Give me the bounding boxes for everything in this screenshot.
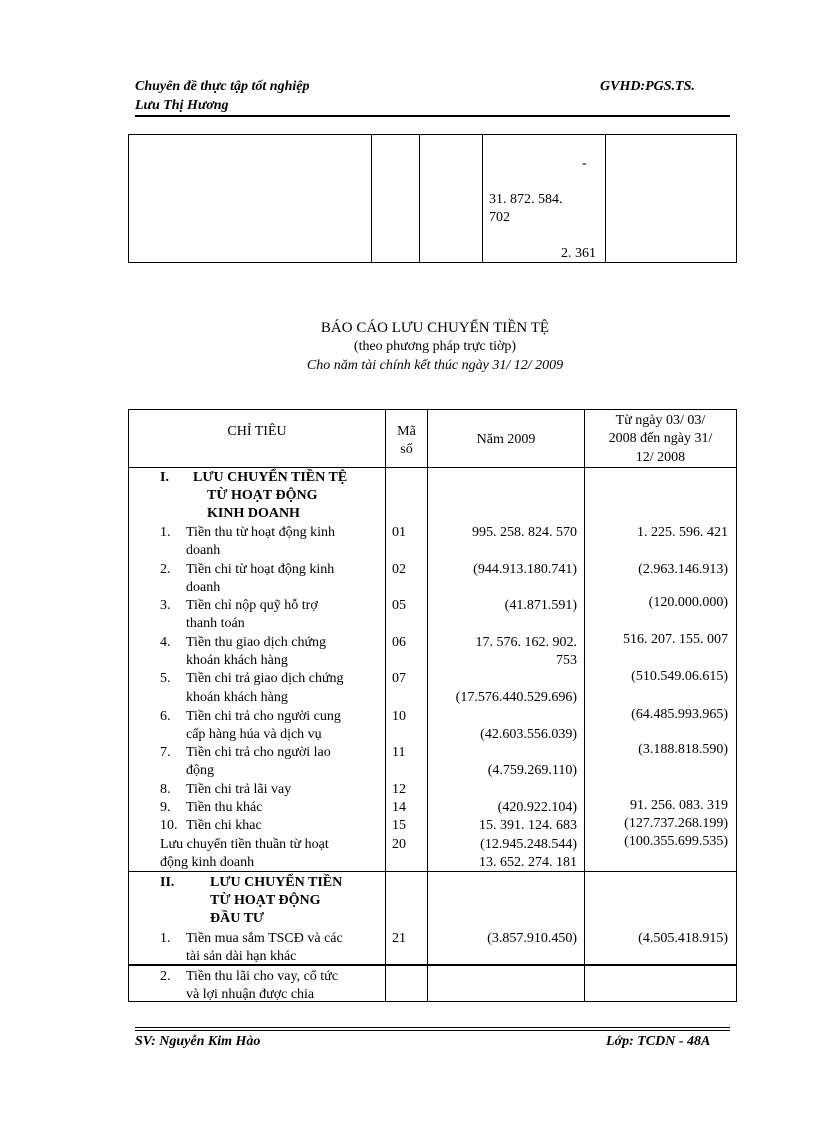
row-number: 5. bbox=[160, 671, 171, 686]
header-rule bbox=[135, 115, 730, 117]
top-value-1a: 31. 872. 584. bbox=[489, 192, 563, 207]
col-header-2008-3: 12/ 2008 bbox=[635, 450, 686, 465]
section-1-title-3: KINH DOANH bbox=[207, 506, 300, 521]
section-1-title-2: TỪ HOẠT ĐỘNG bbox=[207, 488, 318, 503]
row-value-2009-cont: 753 bbox=[556, 653, 577, 668]
row-code: 12 bbox=[392, 782, 406, 797]
row-code: 11 bbox=[392, 745, 406, 760]
row-value-2008: (510.549.06.615) bbox=[631, 669, 728, 684]
row-label: Tiền thu khác bbox=[186, 800, 263, 815]
row-value-2008: (127.737.268.199) bbox=[624, 816, 728, 831]
header-right: GVHD:PGS.TS. bbox=[600, 79, 695, 94]
row-label-cont: thanh toán bbox=[186, 616, 245, 631]
row-value-2009-cont: 13. 652. 274. 181 bbox=[479, 855, 577, 870]
row-label: Tiền thu lãi cho vay, cổ tức bbox=[186, 969, 338, 984]
row-value-2008: 516. 207. 155. 007 bbox=[623, 632, 728, 647]
row-label: Tiền chi trả cho người cung bbox=[186, 709, 341, 724]
row-label: Tiền mua sắm TSCĐ và các bbox=[186, 931, 343, 946]
row-code: 06 bbox=[392, 635, 406, 650]
header-left-line2: Lưu Thị Hương bbox=[135, 98, 229, 113]
col-header-2009: Năm 2009 bbox=[476, 432, 536, 447]
section-2-title-2: TỪ HOẠT ĐỘNG bbox=[210, 893, 321, 908]
row-number: 3. bbox=[160, 598, 171, 613]
section-2-number: II. bbox=[160, 875, 175, 890]
col-header-2008-2: 2008 đến ngày 31/ bbox=[608, 431, 713, 446]
report-period: Cho năm tài chính kết thúc ngày 31/ 12/ 2009 bbox=[306, 358, 564, 373]
row-label: Tiền thu từ hoạt động kinh bbox=[186, 525, 336, 540]
row-label-cont: khoán khách hàng bbox=[186, 690, 288, 705]
row-value-2008: (3.188.818.590) bbox=[638, 742, 728, 757]
row-label: Tiền chi trả giao dịch chứng bbox=[186, 671, 344, 686]
section-1-number: I. bbox=[160, 470, 169, 485]
row-label: Tiền chỉ nộp quỹ hỗ trợ bbox=[186, 598, 318, 613]
section-2-title-1: LƯU CHUYỂN TIỀN bbox=[210, 875, 343, 890]
col-header-item: CHỈ TIÊU bbox=[227, 424, 287, 439]
row-label: Tiền thu giao dịch chứng bbox=[186, 635, 327, 650]
row-label-cont: cấp hàng húa và dịch vụ bbox=[186, 727, 322, 742]
row-number: 4. bbox=[160, 635, 171, 650]
top-dash: - bbox=[582, 156, 587, 171]
row-value-2009: (3.857.910.450) bbox=[487, 931, 577, 946]
row-label-cont: doanh bbox=[186, 580, 221, 595]
row-code: 10 bbox=[392, 709, 406, 724]
row-label: Tiền chi khac bbox=[186, 818, 262, 833]
row-label: Lưu chuyển tiền thuần từ hoạt bbox=[160, 837, 329, 852]
row-code: 05 bbox=[392, 598, 406, 613]
row-label-cont: tài sản dài hạn khác bbox=[186, 949, 297, 964]
row-code: 07 bbox=[392, 671, 406, 686]
row-value-2009: 15. 391. 124. 683 bbox=[479, 818, 577, 833]
row-code: 20 bbox=[392, 837, 406, 852]
row-number: 1. bbox=[160, 525, 171, 540]
col-header-code-1: Mã bbox=[397, 424, 416, 439]
row-number: 2. bbox=[160, 562, 171, 577]
row-value-2008: (2.963.146.913) bbox=[638, 562, 728, 577]
report-subtitle: (theo phương pháp trực tiờp) bbox=[353, 339, 517, 354]
row-label-cont: và lợi nhuận được chia bbox=[186, 987, 315, 1002]
row-value-2009: (944.913.180.741) bbox=[473, 562, 577, 577]
top-value-2: 2. 361 bbox=[561, 246, 596, 261]
section-1-title-1: LƯU CHUYỂN TIỀN TỆ bbox=[193, 470, 348, 485]
row-value-2009: (4.759.269.110) bbox=[487, 763, 577, 778]
row-value-2009: 995. 258. 824. 570 bbox=[472, 525, 577, 540]
row-label-cont: động bbox=[186, 763, 214, 778]
footer-rule-2 bbox=[135, 1030, 730, 1031]
row-value-2008: (64.485.993.965) bbox=[631, 707, 728, 722]
row-label-cont: động kinh doanh bbox=[160, 855, 255, 870]
col-header-code-2: số bbox=[400, 442, 413, 457]
footer-left: SV: Nguyễn Kim Hào bbox=[135, 1034, 261, 1049]
row-value-2008: (120.000.000) bbox=[648, 595, 728, 610]
row-number: 9. bbox=[160, 800, 171, 815]
section-2-title-3: ĐẦU TƯ bbox=[210, 911, 265, 926]
row-number: 6. bbox=[160, 709, 171, 724]
row-number: 8. bbox=[160, 782, 171, 797]
footer-right: Lớp: TCDN - 48A bbox=[606, 1034, 711, 1049]
row-value-2009: (12.945.248.544) bbox=[480, 837, 577, 852]
row-number: 7. bbox=[160, 745, 171, 760]
row-code: 15 bbox=[392, 818, 406, 833]
report-title: BÁO CÁO LƯU CHUYỂN TIỀN TỆ bbox=[320, 320, 550, 336]
row-value-2009: (420.922.104) bbox=[497, 800, 577, 815]
row-code: 14 bbox=[392, 800, 406, 815]
row-code: 21 bbox=[392, 931, 406, 946]
row-code: 02 bbox=[392, 562, 406, 577]
row-value-2009: (17.576.440.529.696) bbox=[455, 690, 577, 705]
row-value-2008: (100.355.699.535) bbox=[624, 834, 728, 849]
row-number: 2. bbox=[160, 969, 171, 984]
footer-rule-1 bbox=[135, 1027, 730, 1028]
row-label-cont: khoán khách hàng bbox=[186, 653, 288, 668]
row-label-cont: doanh bbox=[186, 543, 221, 558]
row-label: Tiền chi từ hoạt động kinh bbox=[186, 562, 335, 577]
row-number: 10. bbox=[160, 818, 178, 833]
row-value-2008: 1. 225. 596. 421 bbox=[637, 525, 728, 540]
row-value-2008: 91. 256. 083. 319 bbox=[630, 798, 728, 813]
col-header-2008-1: Từ ngày 03/ 03/ bbox=[615, 413, 706, 428]
row-code: 01 bbox=[392, 525, 406, 540]
row-value-2008: (4.505.418.915) bbox=[638, 931, 728, 946]
row-label: Tiền chi trả lãi vay bbox=[186, 782, 292, 797]
row-value-2009: 17. 576. 162. 902. bbox=[475, 635, 577, 650]
top-value-1b: 702 bbox=[489, 210, 510, 225]
header-left-line1: Chuyên đề thực tập tốt nghiệp bbox=[135, 79, 310, 94]
row-label: Tiền chi trả cho người lao bbox=[186, 745, 331, 760]
row-number: 1. bbox=[160, 931, 171, 946]
row-value-2009: (41.871.591) bbox=[504, 598, 577, 613]
row-value-2009: (42.603.556.039) bbox=[480, 727, 577, 742]
